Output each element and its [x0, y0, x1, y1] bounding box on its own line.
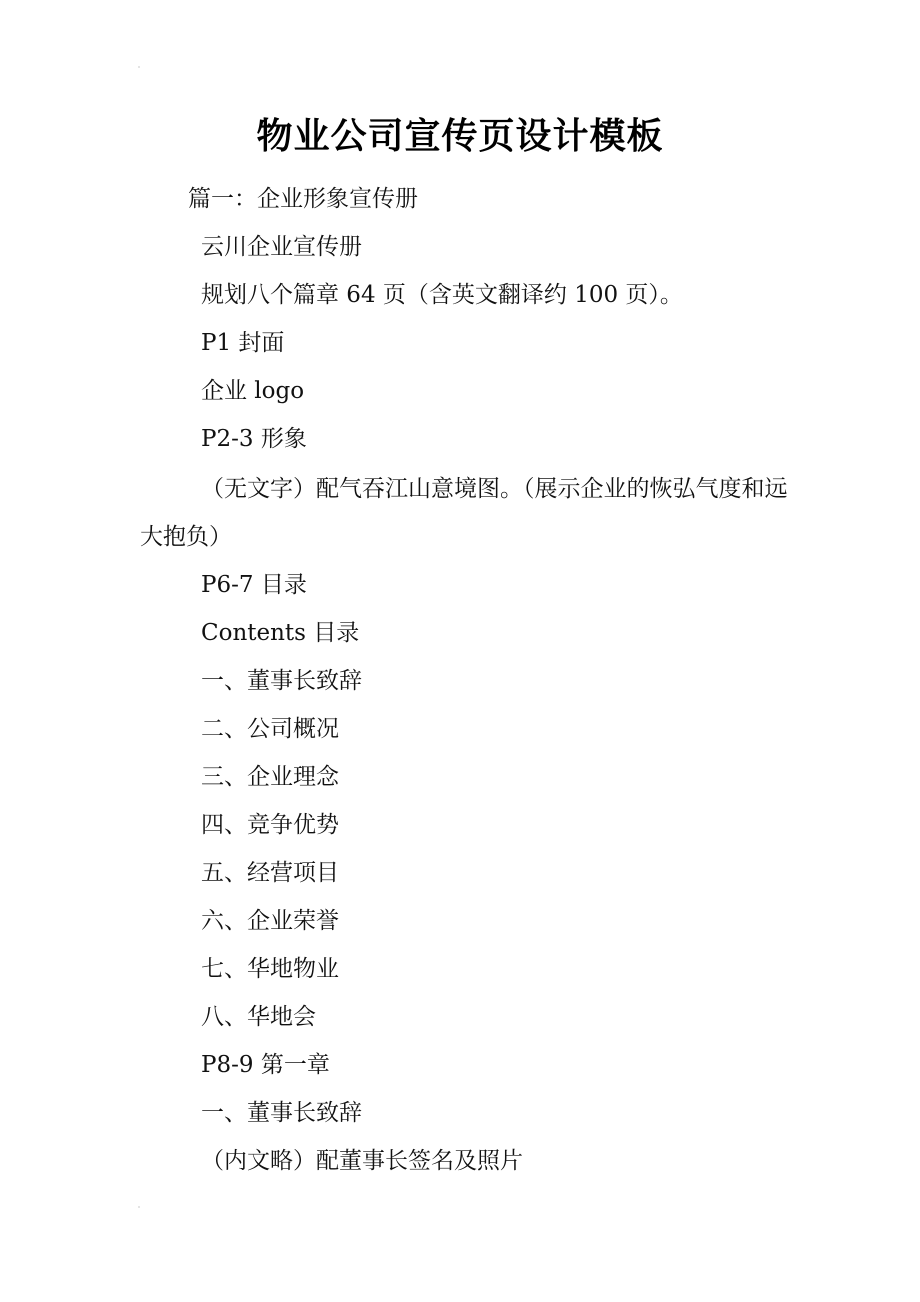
paragraph-line: 规划八个篇章 64 页（含英文翻译约 100 页）。: [201, 282, 683, 308]
toc-item: 七、华地物业: [201, 956, 339, 982]
toc-item: 三、企业理念: [201, 764, 339, 790]
scan-speck: [138, 66, 140, 68]
paragraph-line: （内文略）配董事长签名及照片: [201, 1148, 523, 1174]
paragraph-line: Contents 目录: [201, 620, 360, 646]
paragraph-line: P1 封面: [201, 330, 285, 356]
paragraph-wrapped: （无文字）配气吞江山意境图。（展示企业的恢弘气度和远大抱负）: [140, 476, 788, 550]
toc-item: 一、董事长致辞: [201, 668, 362, 694]
toc-item: 八、华地会: [201, 1004, 316, 1030]
paragraph-line: 一、董事长致辞: [201, 1100, 362, 1126]
paragraph-line: P6-7 目录: [201, 572, 307, 598]
toc-item: 二、公司概况: [201, 716, 339, 742]
section-heading: 篇一：企业形象宣传册: [188, 186, 418, 212]
toc-item: 五、经营项目: [201, 860, 339, 886]
toc-item: 四、竞争优势: [201, 812, 339, 838]
scan-speck: [138, 1206, 140, 1208]
paragraph-line: 企业 logo: [201, 378, 305, 404]
toc-item: 六、企业荣誉: [201, 908, 339, 934]
paragraph-line: P2-3 形象: [201, 426, 307, 452]
paragraph-line: P8-9 第一章: [201, 1052, 330, 1078]
paragraph-line: 云川企业宣传册: [201, 234, 362, 260]
document-title: 物业公司宣传页设计模板: [256, 115, 664, 157]
